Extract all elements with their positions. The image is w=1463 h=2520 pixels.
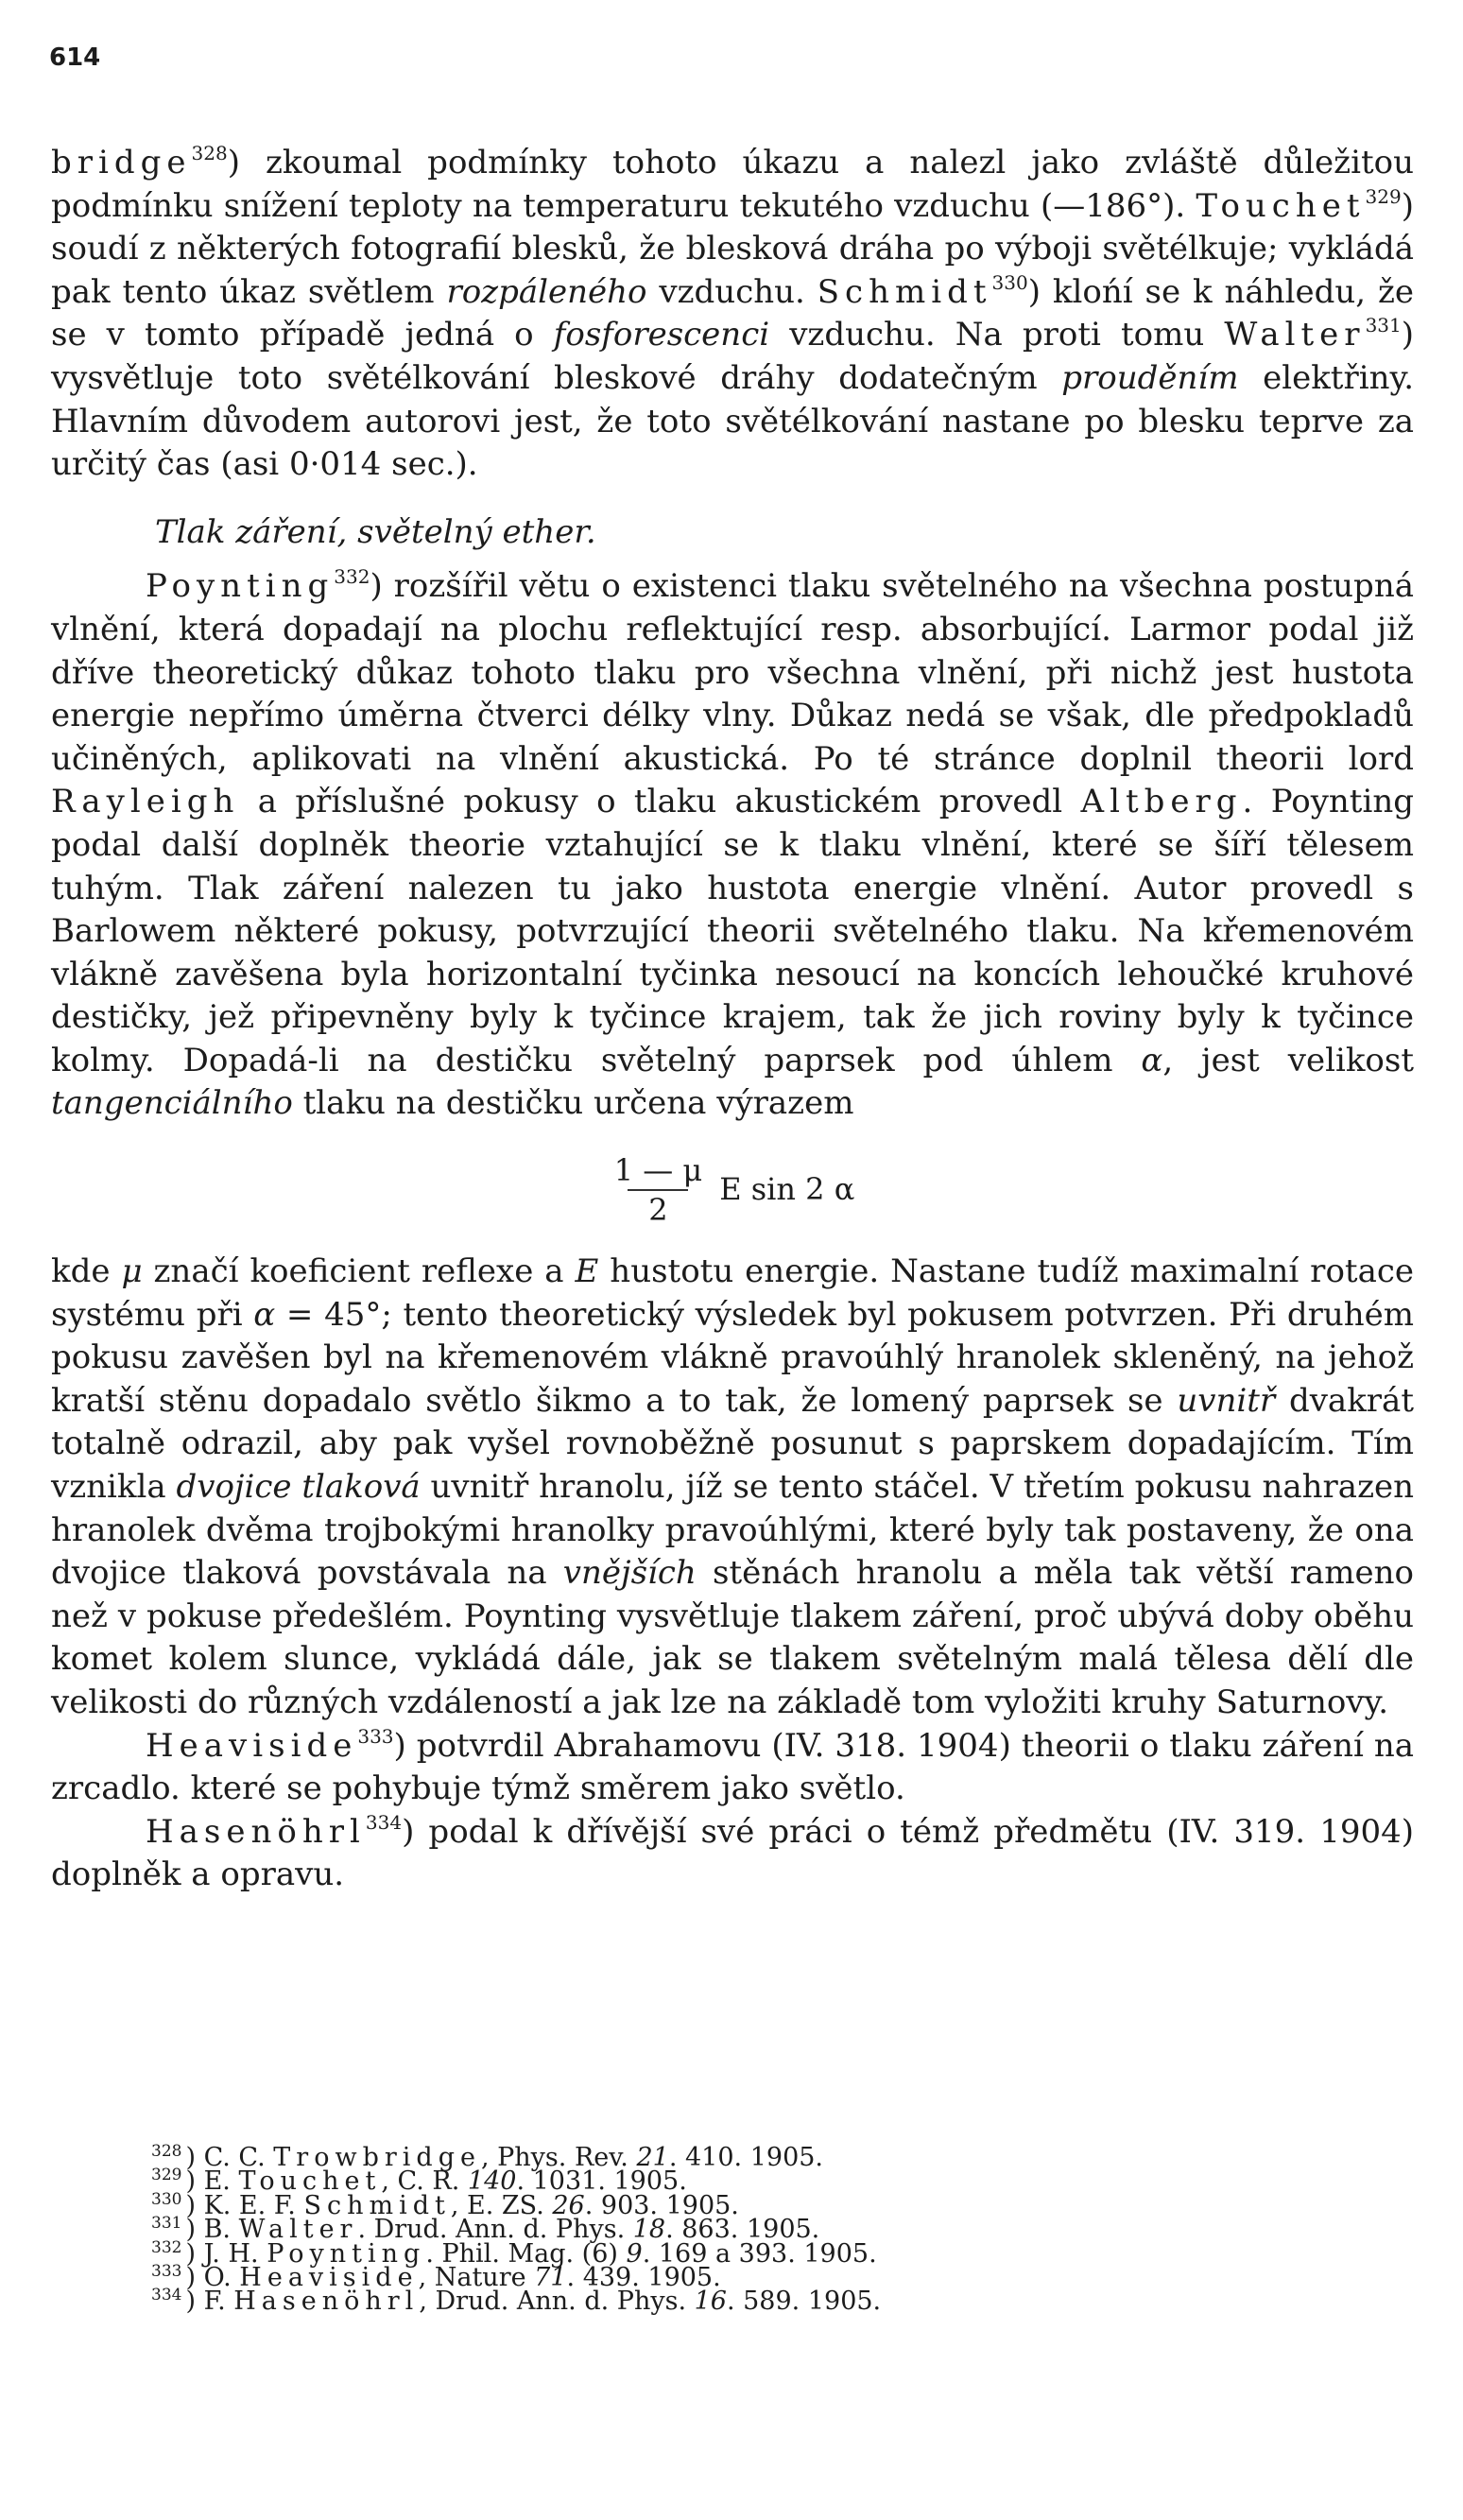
text: značí koeficient reflexe a	[142, 1252, 576, 1291]
author-name: Hasenöhrl	[233, 2287, 420, 2317]
footnote-ref[interactable]: 329	[1365, 184, 1402, 208]
text: . Phil. Mag. (6)	[425, 2238, 627, 2269]
volume: 26	[552, 2190, 585, 2220]
text: , C. R.	[381, 2166, 468, 2197]
emphasis: vnějších	[562, 1554, 697, 1593]
text: ) vysvětluje toto světélkování bleskové dráhy dodatečným	[51, 316, 1415, 397]
footnote-number: 332	[151, 2237, 182, 2257]
formula-numerator: 1 — μ	[613, 1152, 703, 1189]
text: ) rozšířil větu o existenci tlaku světelného na všechna postupná vlnění, která dopadají na plochu reflektující resp. absorbující. Larmor podal již dříve theoretický důkaz tohoto tlaku pro všechna vlnění, při nichž jest hustota energie nepřímo úměrna čtverci délky vlny. Důkaz nedá se však, dle předpokladů učiněných, aplikovati na vlnění akustická. Po té stránce doplnil theorii lord	[51, 567, 1414, 778]
text: ) C. C.	[185, 2143, 274, 2172]
text: ) F.	[185, 2287, 234, 2317]
footnotes	[151, 2142, 1096, 2317]
paragraph-5	[51, 1811, 1414, 1897]
author-name: Hasenöhrl	[146, 1812, 366, 1851]
paragraph-1	[51, 142, 1414, 487]
text: dvakrát totalně odrazil, aby pak vyšel rovnoběžně posunut s paprskem dopadajícím. Tím vznikla	[51, 1381, 1414, 1507]
text: , jest velikost	[1162, 1041, 1415, 1079]
formula	[51, 1143, 1414, 1237]
author-name: Touchet	[238, 2166, 382, 2197]
volume: 140	[467, 2166, 517, 2197]
text: . 1031. 1905.	[516, 2166, 687, 2197]
emphasis: prouděním	[1061, 358, 1239, 397]
text: a příslušné pokusy o tlaku akustickém provedl	[239, 783, 1081, 821]
text: ) klońí se k náhledu, že se v tomto případě jedná o	[51, 272, 1414, 354]
volume: 16	[694, 2287, 727, 2317]
section-heading: Tlak záření, světelný ether.	[155, 512, 596, 551]
text: . 439. 1905.	[566, 2263, 721, 2293]
author-name: Schmidt	[817, 272, 992, 311]
text: ) B.	[185, 2215, 239, 2245]
text: ) O.	[185, 2263, 240, 2293]
footnote-ref[interactable]: 328	[191, 142, 228, 164]
footnote-number: 333	[151, 2262, 182, 2282]
footnote-ref[interactable]: 334	[365, 1810, 403, 1834]
author-name: Heaviside	[239, 2263, 419, 2293]
text: ) soudí z některých fotografií blesků, že blesková dráha po výboji světélkuje; vykládá pak tento úkaz světlem	[51, 186, 1414, 311]
formula-rest: E sin 2 α	[719, 1171, 855, 1208]
text: tlaku na destičku určena výrazem	[292, 1084, 854, 1123]
author-name: Altberg	[1080, 783, 1243, 821]
volume: 9	[626, 2238, 643, 2269]
formula-denominator: 2	[648, 1192, 668, 1229]
author-name: bridge	[51, 144, 192, 181]
author-name: Schmidt	[303, 2190, 451, 2220]
paragraph-2	[51, 565, 1414, 1126]
emphasis: rozpáleného	[446, 272, 647, 311]
text: , Drud. Ann. d. Phys.	[419, 2287, 695, 2317]
footnote-number: 331	[151, 2214, 182, 2234]
author-name: Trowbridge	[273, 2143, 481, 2172]
footnote-ref[interactable]: 333	[357, 1724, 394, 1748]
author-name: Poynting	[146, 567, 335, 606]
emphasis: uvnitř	[1177, 1381, 1276, 1420]
footnote-number: 328	[151, 2142, 182, 2161]
text: kde	[51, 1252, 122, 1291]
formula-fraction	[611, 1151, 707, 1229]
volume: 71	[534, 2263, 567, 2293]
text: . 589. 1905.	[726, 2287, 882, 2317]
text: . 903. 1905.	[584, 2190, 739, 2220]
author-name: Walter	[1224, 316, 1366, 354]
footnote-number: 329	[151, 2166, 182, 2185]
text: , Nature	[418, 2263, 535, 2293]
author-name: Touchet	[1196, 186, 1366, 225]
emphasis: tangenciálního	[51, 1084, 293, 1123]
author-name: Walter	[238, 2215, 358, 2245]
footnote-number: 330	[151, 2189, 182, 2209]
paragraph-3	[51, 1251, 1414, 1725]
page-number: 614	[49, 43, 101, 72]
text: ) E.	[185, 2166, 239, 2197]
body-text	[51, 142, 1414, 1897]
author-name: Poynting	[267, 2238, 426, 2269]
text: . 169 a 393. 1905.	[642, 2238, 877, 2269]
text: ) potvrdil Abrahamovu (IV. 318. 1904) theorii o tlaku záření na zrcadlo. které se pohybuje týmž směrem jako světlo.	[51, 1726, 1414, 1808]
author-name: Heaviside	[146, 1726, 358, 1765]
text: . 863. 1905.	[665, 2215, 820, 2245]
math-symbol: α	[1141, 1041, 1163, 1079]
text: uvnitř hranolu, jíž se tento stáčel. V třetím pokusu nahrazen hranolek dvěma trojbokými hranolky pravoúhlými, které byly tak postaveny, že ona dvojice tlaková povstávala na	[51, 1468, 1415, 1593]
text: , Phys. Rev.	[480, 2143, 637, 2172]
footnote	[151, 2286, 1096, 2317]
text: , E. ZS.	[450, 2190, 553, 2220]
text: vzduchu. Na proti tomu	[769, 316, 1225, 354]
footnote-ref[interactable]: 331	[1365, 314, 1402, 337]
text: elektřiny. Hlavním důvodem autorovi jest, že toto světélkování nastane po blesku teprve za určitý čas (asi 0·014 sec.).	[51, 358, 1414, 484]
volume: 21	[636, 2143, 669, 2172]
emphasis: dvojice tlaková	[176, 1468, 421, 1507]
footnote-ref[interactable]: 330	[991, 270, 1028, 294]
math-symbol: α	[253, 1295, 276, 1334]
emphasis: fosforescenci	[553, 316, 770, 354]
text: . 410. 1905.	[668, 2143, 824, 2172]
text: ) K. E. F.	[185, 2190, 304, 2220]
paragraph-4	[51, 1725, 1414, 1811]
text: . Poynting podal další doplněk theorie vztahující se k tlaku vlnění, které se šíří tělesem tuhým. Tlak záření nalezen tu jako hustota energie vlnění. Autor provedl s Barlowem některé pokusy, potvrzující theorii světelného tlaku. Na křemenovém vlákně zavěšena byla horizontalní tyčinka nesoucí na koncích lehoučké kruhové destičky, jež připevněny byly k tyčince krajem, tak že jich roviny byly k tyčince kolmy. Dopadá-li na destičku světelný paprsek pod úhlem	[51, 783, 1414, 1079]
volume: 18	[632, 2215, 666, 2245]
math-symbol: μ	[121, 1252, 143, 1291]
text: vzduchu.	[646, 272, 818, 311]
text: hustotu energie. Nastane tudíž maximalní rotace systému při	[51, 1252, 1415, 1334]
author-name: Rayleigh	[51, 783, 240, 821]
text: . Drud. Ann. d. Phys.	[357, 2215, 633, 2245]
text: stěnách hranolu a měla tak větší rameno než v pokuse předešlém. Poynting vysvětluje tlakem záření, proč ubývá doby oběhu komet kolem slunce, vykládá dále, jak se tlakem světelným malá tělesa dělí dle velikosti do různých vzdáleností a jak lze na základě tom vyložiti kruhy Saturnovy.	[51, 1554, 1414, 1721]
text: = 45°; tento theoretický výsledek byl pokusem potvrzen. Při druhém pokusu zavěšen byl na křemenovém vlákně pravoúhlý hranolek skleněný, na jehož kratší stěnu dopadalo světlo šikmo a to tak, že lomený paprsek se	[51, 1295, 1414, 1420]
footnote-ref[interactable]: 332	[334, 565, 370, 589]
footnote-number: 334	[151, 2286, 182, 2305]
text: ) podal k dřívější své práci o témž předmětu (IV. 319. 1904) doplněk a opravu.	[51, 1812, 1414, 1894]
text: ) zkoumal podmínky tohoto úkazu a nalezl jako zvláště důležitou podmínku snížení teploty na temperaturu tekutého vzduchu (—186°).	[51, 144, 1414, 225]
text: ) J. H.	[185, 2238, 267, 2269]
math-symbol: E	[575, 1252, 599, 1291]
